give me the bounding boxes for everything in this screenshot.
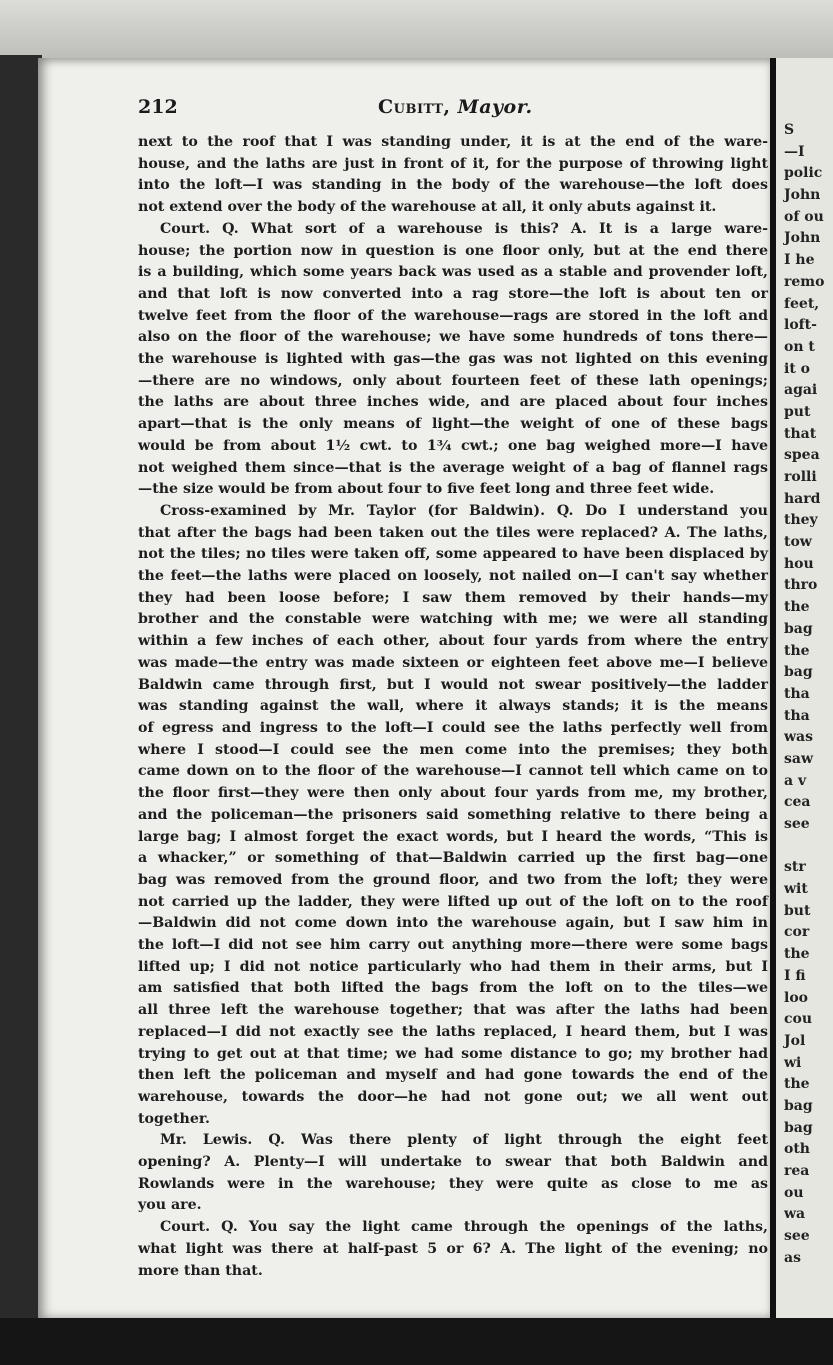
facing-page-fragment: hou xyxy=(784,555,814,572)
facing-page-fragment: oth xyxy=(784,1141,810,1158)
facing-page-fragment: the xyxy=(784,1076,810,1093)
facing-page-text xyxy=(784,120,833,1269)
facing-page-fragment: bag xyxy=(784,664,813,681)
text-line: not extend over the body of the warehouse at all, it only abuts against it. xyxy=(138,199,717,216)
facing-page-fragment: remo xyxy=(784,273,825,290)
paragraph xyxy=(138,1130,768,1217)
text-line: —the size would be from about four to five feet long and three feet wide. xyxy=(138,481,715,498)
text-line: that after the bags had been taken out the tiles were replaced? A. The laths, xyxy=(138,524,768,541)
facing-page-fragment: of ou xyxy=(784,208,824,225)
facing-page-fragment: loo xyxy=(784,989,808,1006)
facing-page-fragment: agai xyxy=(784,382,818,399)
facing-page-fragment: cou xyxy=(784,1011,813,1028)
facing-page-fragment: feet, xyxy=(784,295,820,312)
text-line: Rowlands were in the warehouse; they were quite as close to me as xyxy=(138,1175,768,1192)
text-line: next to the roof that I was standing under, it is at the end of the ware- xyxy=(138,134,768,150)
text-line: trying to get out at that time; we had some distance to go; my brother had xyxy=(138,1045,768,1062)
book-page xyxy=(38,58,770,1318)
facing-page-fragment: S xyxy=(784,122,795,138)
facing-page-fragment: that xyxy=(784,425,817,442)
text-line: not the tiles; no tiles were taken off, some appeared to have been displaced by xyxy=(138,546,768,563)
book-gutter-left xyxy=(0,55,42,1325)
facing-page-fragment: wi xyxy=(784,1054,802,1071)
text-line: and the policeman—the prisoners said something relative to there being a xyxy=(138,806,768,823)
facing-page-fragment: saw xyxy=(784,750,814,767)
text-line: also on the floor of the warehouse; we have some hundreds of tons there— xyxy=(138,329,768,346)
text-line: came down on to the floor of the warehouse—I cannot tell which came on to xyxy=(138,763,768,780)
text-line: Baldwin came through first, but I would not swear positively—the ladder xyxy=(138,676,768,693)
facing-page-fragment: was xyxy=(784,729,814,746)
text-line: the feet—the laths were placed on loosely, not nailed on—I can't say whether xyxy=(138,568,768,585)
paragraph xyxy=(138,1217,768,1282)
text-line: where I stood—I could see the men come into the premises; they both xyxy=(138,741,768,758)
running-head xyxy=(138,96,768,126)
text-line: replaced—I did not exactly see the laths replaced, I heard them, but I was xyxy=(138,1023,768,1040)
text-line: what light was there at half-past 5 or 6? A. The light of the evening; no xyxy=(138,1240,768,1257)
page-number: 212 xyxy=(138,96,178,118)
text-line: twelve feet from the floor of the warehouse—rags are stored in the loft and xyxy=(138,307,768,324)
facing-page-fragment: bag xyxy=(784,1097,813,1114)
facing-page-fragment: the xyxy=(784,642,810,659)
text-line: within a few inches of each other, about four yards from where the entry xyxy=(138,633,768,650)
text-line: opening? A. Plenty—I will undertake to swear that both Baldwin and xyxy=(138,1154,768,1171)
text-line: and that loft is now converted into a rag store—the loft is about ten or xyxy=(138,285,768,302)
facing-page-fragment: the xyxy=(784,599,810,616)
facing-page-fragment: spea xyxy=(784,447,820,464)
text-line: of egress and ingress to the loft—I could see the laths perfectly well from xyxy=(138,719,768,736)
paragraph xyxy=(138,219,768,501)
paragraph xyxy=(138,132,768,219)
text-line: together. xyxy=(138,1110,210,1127)
text-line: was made—the entry was made sixteen or eighteen feet above me—I believe xyxy=(138,654,768,671)
facing-page-fragment: rea xyxy=(784,1163,810,1179)
text-line: not weighed them since—that is the average weight of a bag of flannel rags xyxy=(138,459,768,476)
facing-page-fragment: Jol xyxy=(784,1032,806,1049)
facing-page-fragment: tha xyxy=(784,685,810,702)
facing-page-fragment: a v xyxy=(784,772,807,789)
text-line: —there are no windows, only about fourteen feet of these lath openings; xyxy=(138,372,768,389)
text-line: the floor first—they were then only about four yards from me, my brother, xyxy=(138,785,768,802)
facing-page-fragment: I fi xyxy=(784,967,806,984)
facing-page-fragment: John xyxy=(784,187,821,204)
facing-page-fragment: polic xyxy=(784,165,823,182)
text-line: then left the policeman and myself and had gone towards the end of the xyxy=(138,1067,768,1084)
text-line: —Baldwin did not come down into the warehouse again, but I saw him in xyxy=(138,915,768,932)
facing-page-fragment: but xyxy=(784,902,811,919)
text-line: into the loft—I was standing in the body of the warehouse—the loft does xyxy=(138,177,768,194)
facing-page-fragment: I he xyxy=(784,252,815,269)
text-line: large bag; I almost forget the exact words, but I heard the words, “This is xyxy=(138,828,768,845)
text-line: warehouse, towards the door—he had not gone out; we all went out xyxy=(138,1088,768,1105)
facing-page-fragment: tha xyxy=(784,707,810,724)
facing-page-fragment: as xyxy=(784,1249,801,1266)
text-line: would be from about 1½ cwt. to 1¾ cwt.; one bag weighed more—I have xyxy=(138,437,768,454)
text-line: lifted up; I did not notice particularly who had them in their arms, but I xyxy=(138,958,768,975)
facing-page-fragment: ou xyxy=(784,1184,804,1201)
facing-page-fragment: they xyxy=(784,512,818,529)
facing-page-fragment: —I xyxy=(784,143,805,160)
text-line: a whacker,” or something of that—Baldwin carried up the first bag—one xyxy=(138,850,768,867)
text-line: the warehouse is lighted with gas—the gas was not lighted on this evening xyxy=(138,351,768,368)
text-line: bag was removed from the ground floor, and two from the loft; they were xyxy=(138,871,768,888)
facing-page-fragment: wit xyxy=(784,881,808,898)
text-line: is a building, which some years back was used as a stable and provender loft, xyxy=(138,264,768,281)
facing-page-fragment: hard xyxy=(784,490,821,507)
facing-page-fragment: cea xyxy=(784,794,811,811)
facing-page-fragment: bag xyxy=(784,620,813,637)
facing-page-fragment: wa xyxy=(784,1206,806,1223)
text-line: more than that. xyxy=(138,1262,263,1279)
text-line: apart—that is the only means of light—the weight of one of these bags xyxy=(138,416,768,433)
facing-page-fragment: tow xyxy=(784,534,812,551)
text-line: not carried up the ladder, they were lifted up out of the loft on to the roof xyxy=(138,893,768,910)
text-line: the laths are about three inches wide, and are placed about four inches xyxy=(138,394,768,411)
facing-page-fragment: put xyxy=(784,403,811,420)
facing-page-fragment: thro xyxy=(784,577,818,594)
text-line: was standing against the wall, where it always stands; it is the means xyxy=(138,698,768,715)
bottom-margin xyxy=(0,1318,833,1365)
text-line: brother and the constable were watching with me; we were all standing xyxy=(138,611,768,628)
facing-page-fragment: cor xyxy=(784,924,810,941)
facing-page-fragment: on t xyxy=(784,338,815,355)
facing-page-fragment: see xyxy=(784,816,810,832)
text-line: Court. Q. What sort of a warehouse is this? A. It is a large ware- xyxy=(160,220,768,237)
text-line: you are. xyxy=(138,1197,202,1214)
facing-page-fragment: bag xyxy=(784,1119,813,1136)
facing-page-fragment xyxy=(784,836,833,858)
running-title xyxy=(378,96,533,118)
text-line: am satisfied that both lifted the bags from the loft on to the tiles—we xyxy=(138,980,768,997)
running-title-name: Cubitt, xyxy=(378,96,451,118)
facing-page-fragment: it o xyxy=(784,360,810,377)
facing-page-fragment: John xyxy=(784,230,821,247)
text-line: Mr. Lewis. Q. Was there plenty of light through the eight feet xyxy=(160,1132,768,1149)
text-line: house, and the laths are just in front of it, for the purpose of throwing light xyxy=(138,155,768,172)
paragraph xyxy=(138,501,768,1130)
facing-page-fragment: rolli xyxy=(784,469,817,485)
text-line: the loft—I did not see him carry out anything more—there were some bags xyxy=(138,937,768,954)
facing-page-fragment: str xyxy=(784,859,806,876)
facing-page-fragment: see xyxy=(784,1228,810,1245)
text-line: all three left the warehouse together; that was after the laths had been xyxy=(138,1002,768,1019)
facing-page-fragment: loft- xyxy=(784,317,817,334)
text-line: they had been loose before; I saw them removed by their hands—my xyxy=(138,589,768,606)
facing-page-edge xyxy=(770,58,833,1328)
body-text xyxy=(138,132,768,1282)
text-line: Court. Q. You say the light came through the openings of the laths, xyxy=(160,1219,768,1236)
running-title-office: Mayor. xyxy=(457,96,533,118)
facing-page-fragment: the xyxy=(784,946,810,963)
text-line: Cross-examined by Mr. Taylor (for Baldwin). Q. Do I understand you xyxy=(160,502,768,519)
text-line: house; the portion now in question is one floor only, but at the end there xyxy=(138,242,768,259)
